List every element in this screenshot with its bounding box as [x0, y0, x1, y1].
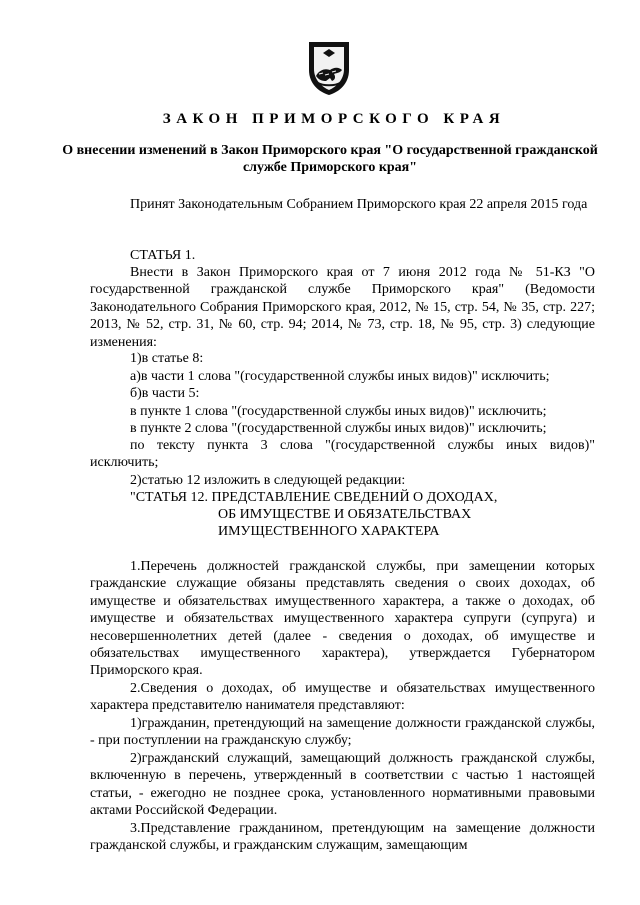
article-12-item-2: 2)гражданский служащий, замещающий должность гражданской службы, включенную в перечень, утвержденный в соответствии с частью 1 настоящей статьи, - ежегодно не позднее срока, установленного нормативными правовыми актами Российской Федерации. [90, 751, 595, 819]
article-12-paragraph-3: 3.Представление гражданином, претендующим на замещение должности гражданской службы, и гражданским служащим, замещающим [90, 821, 595, 854]
amendment-item-2: 2)статью 12 изложить в следующей редакции: [130, 473, 406, 488]
article-12-heading-line-3: ИМУЩЕСТВЕННОГО ХАРАКТЕРА [218, 524, 440, 539]
amendment-item-1a: а)в части 1 слова "(государственной службы иных видов)" исключить; [130, 369, 550, 384]
article-12-item-1: 1)гражданин, претендующий на замещение должности гражданской службы, - при поступлении на гражданскую службу; [90, 716, 595, 749]
article-12-heading-line-2: ОБ ИМУЩЕСТВЕ И ОБЯЗАТЕЛЬСТВАХ [218, 507, 472, 522]
article-12-paragraph-2: 2.Сведения о доходах, об имуществе и обязательствах имущественного характера представителю нанимателя представляют: [90, 681, 595, 714]
article-1-label: СТАТЬЯ 1. [130, 248, 196, 263]
law-title: ЗАКОН ПРИМОРСКОГО КРАЯ [162, 111, 506, 127]
amendment-item-1b2: в пункте 2 слова "(государственной службы иных видов)" исключить; [130, 421, 547, 436]
amendment-item-1b1: в пункте 1 слова "(государственной службы иных видов)" исключить; [130, 404, 547, 419]
law-subtitle: О внесении изменений в Закон Приморского края "О государственной гражданской службе Приморского края" [62, 143, 598, 175]
adopted-paragraph: Принят Законодательным Собранием Приморского края 22 апреля 2015 года [130, 197, 588, 212]
amendment-item-1b: б)в части 5: [130, 386, 200, 401]
coat-of-arms-icon [305, 40, 353, 96]
article-12-heading-line-1: "СТАТЬЯ 12. ПРЕДСТАВЛЕНИЕ СВЕДЕНИЙ О ДОХОДАХ, [130, 490, 498, 505]
article-12-paragraph-1: 1.Перечень должностей гражданской службы, при замещении которых гражданские служащие обязаны представлять сведения о своих доходах, об имуществе и обязательствах имущественного характера, а также о доходах, об имуществе и обязательствах имущественного характера супруги (супруга) и несовершеннолетних детей (далее - сведения о доходах, об имуществе и обязательствах имущественного характера), утверждается Губернатором Приморского края. [90, 559, 595, 679]
amendment-item-1b3: по тексту пункта 3 слова "(государственной службы иных видов)" исключить; [90, 438, 595, 471]
amendment-item-1: 1)в статье 8: [130, 351, 204, 366]
article-1-intro: Внести в Закон Приморского края от 7 июня 2012 года № 51-КЗ "О государственной гражданской службе Приморского края" (Ведомости Законодательного Собрания Приморского края, 2012, № 15, стр. 54, № 35, стр. 227; 2013, № 52, стр. 31, № 60, стр. 94; 2014, № 73, стр. 18, № 95, стр. 3) следующие изменения: [90, 265, 595, 350]
